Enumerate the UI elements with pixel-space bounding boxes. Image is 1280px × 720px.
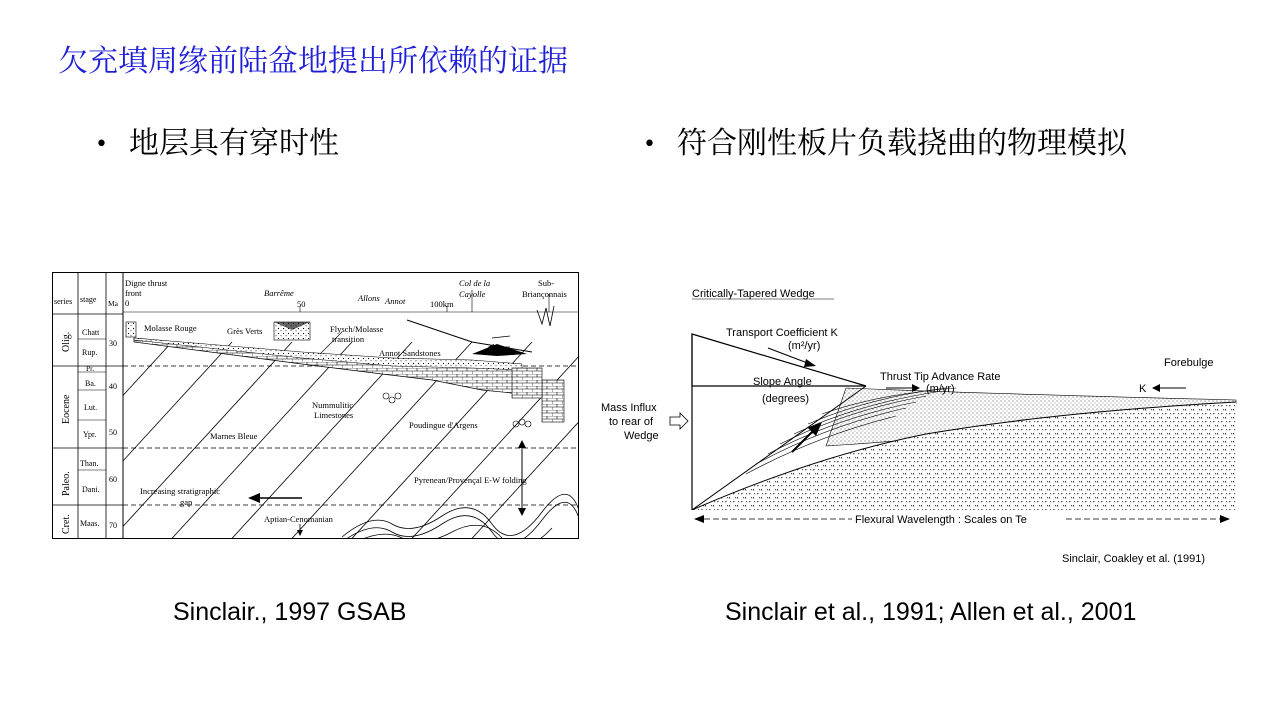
ma-tick-50: 50 (109, 428, 117, 437)
ann-molasse: Molasse Rouge (144, 323, 197, 333)
stage-maas: Maas. (80, 519, 100, 528)
label-digne: Digne thrust (125, 278, 168, 288)
stage-than: Than. (80, 459, 99, 468)
label-annot: Annot (385, 296, 406, 306)
ann-aptian: Aptian-Cenomanian (264, 514, 333, 524)
stage-ypr: Ypr. (83, 430, 97, 439)
ann-gap1: Increasing stratigraphic (140, 486, 221, 496)
caption-left: Sinclair., 1997 GSAB (173, 598, 407, 626)
label-zero: 0 (125, 298, 130, 308)
ann-flysch1: Flysch/Molasse (330, 324, 384, 334)
label-digne2: front (125, 288, 142, 298)
series-olig: Olig. (61, 331, 72, 352)
ann-numm1: Nummulitic (312, 400, 354, 410)
stage-chatt: Chatt (82, 328, 100, 337)
label-transport1: Transport Coefficient K (726, 327, 838, 339)
ann-flysch2: transition (332, 334, 365, 344)
header-series: series (54, 297, 73, 306)
bullet-dot-icon: • (643, 132, 656, 157)
ann-numm2: Limestones (314, 410, 354, 420)
label-forebulge: Forebulge (1164, 357, 1214, 369)
stage-rup: Rup. (82, 348, 98, 357)
label-mass3: Wedge (624, 430, 659, 442)
stage-dani: Dani. (82, 485, 100, 494)
label-transport2: (m²/yr) (788, 340, 821, 352)
label-slope1: Slope Angle (753, 376, 812, 388)
bullet-dot-icon: • (95, 132, 108, 157)
ann-annot-sst: Annot Sandstones (379, 348, 441, 358)
bullet-text-2: 符合刚性板片负载挠曲的物理模拟 (677, 126, 1127, 161)
label-flexural: Flexural Wavelength : Scales on Te (855, 514, 1027, 526)
bullet-item-1 (95, 118, 339, 162)
label-fifty: 50 (297, 299, 306, 309)
caption-right: Sinclair et al., 1991; Allen et al., 2001 (725, 598, 1137, 626)
ann-gres: Grès Verts (227, 326, 263, 336)
stratigraphy-figure (52, 272, 580, 540)
label-sub1: Sub- (538, 278, 555, 288)
label-mass2: to rear of (609, 416, 654, 428)
label-col1: Col de la (459, 278, 491, 288)
stage-ba: Ba. (85, 379, 96, 388)
stage-pr: Pr. (86, 364, 95, 373)
label-slope2: (degrees) (762, 393, 810, 405)
wedge-title: Critically-Tapered Wedge (692, 288, 815, 300)
slide-title: 欠充填周缘前陆盆地提出所依赖的证据 (58, 44, 568, 79)
ann-pyrenean: Pyrenean/Provençal E-W folding (414, 475, 527, 485)
label-k: K (1139, 383, 1147, 395)
header-stage: stage (80, 295, 97, 304)
ann-marnes: Marnes Bleue (210, 431, 258, 441)
ma-tick-70: 70 (109, 521, 117, 530)
label-credit: Sinclair, Coakley et al. (1991) (1062, 553, 1206, 565)
label-col2: Cayolle (459, 289, 486, 299)
series-paleo: Paleo. (61, 471, 72, 496)
series-cret: Cret. (61, 514, 72, 534)
ma-tick-30: 30 (109, 339, 117, 348)
bullet-text-1: 地层具有穿时性 (129, 126, 339, 161)
ann-gap2: gap (180, 497, 193, 507)
label-thrust1: Thrust Tip Advance Rate (880, 371, 1001, 383)
ann-poudingue: Poudingue d'Argens (409, 420, 478, 430)
wedge-figure (596, 276, 1240, 572)
series-eocene: Eocene (61, 394, 72, 424)
label-100km: 100km (430, 299, 454, 309)
label-mass1: Mass Influx (601, 402, 657, 414)
label-sub2: Briançonnais (522, 289, 567, 299)
label-barreme: Barrême (264, 288, 294, 298)
label-thrust2: (m/yr) (926, 383, 955, 395)
stage-lut: Lut. (84, 403, 98, 412)
header-ma: Ma (108, 299, 118, 308)
ma-tick-60: 60 (109, 475, 117, 484)
label-allons: Allons (358, 293, 380, 303)
bullet-item-2 (643, 118, 1127, 162)
ma-tick-40: 40 (109, 382, 117, 391)
